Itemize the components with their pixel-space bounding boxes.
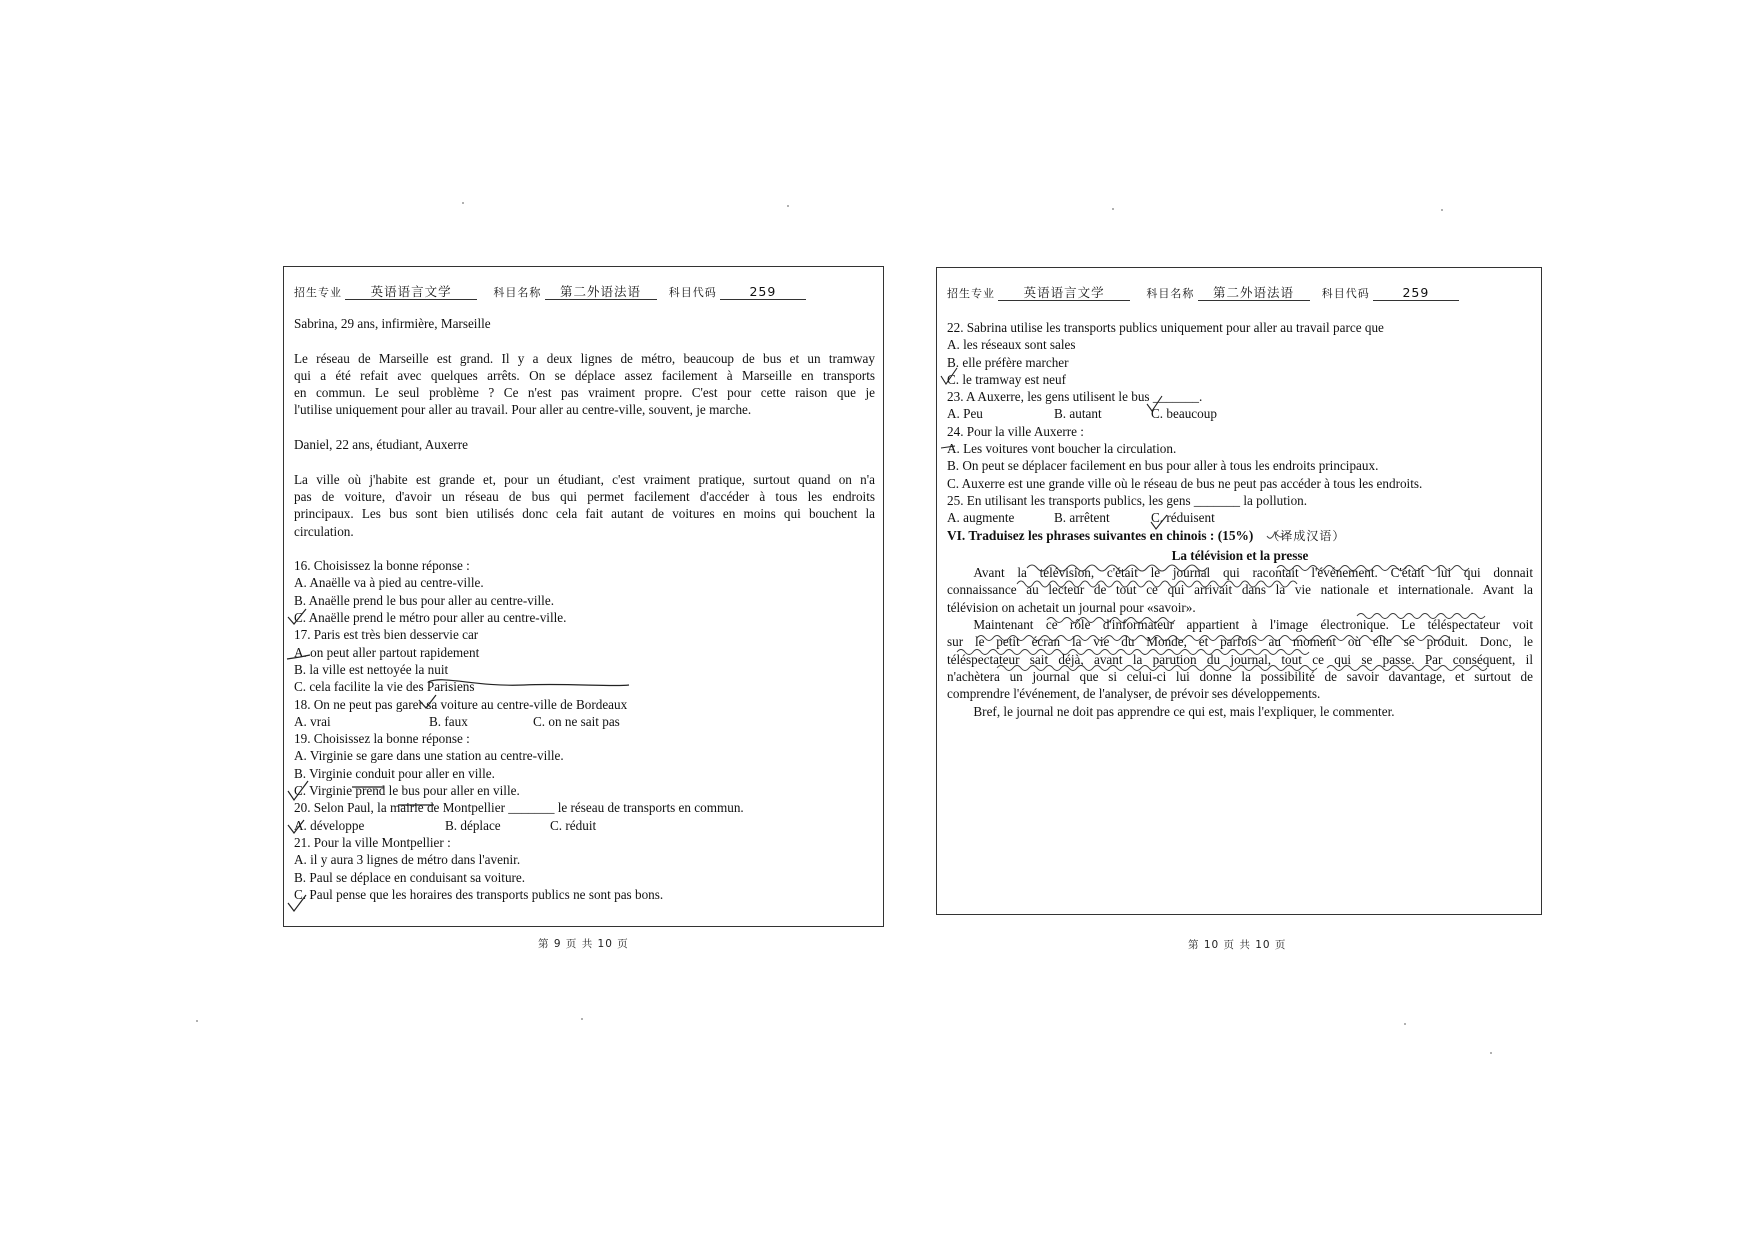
page-header [947,285,1533,305]
section-vi-title [947,527,1533,545]
page-header [294,284,875,304]
q25-option-c: C. réduisent [1151,510,1215,526]
article-title: La télévision et la presse [1171,547,1309,563]
q20-options [294,817,875,834]
paragraph-line: sur le petit écran la vie du Monde, et parfois au moment où elle se produit. Donc, le [947,634,1533,650]
q18-option-a: A. vrai [294,713,331,729]
scan-speck [1404,1023,1406,1025]
section-vi-title-fr: VI. Traduisez les phrases suivantes en chinois : (15%) [947,527,1254,543]
question-20: 20. Selon Paul, la mairie de Montpellier _______ le réseau de transports en commun. [294,800,744,816]
scan-speck [1441,209,1443,211]
code-label: 科目代码 [1321,287,1370,300]
paragraph-line: Maintenant ce rôle d'informateur appartient à l'image électronique. Le téléspectateur voit [973,617,1533,633]
paragraph-line: La ville où j'habite est grande et, pour un étudiant, c'est vraiment pratique, surtout quand on n'a [294,471,875,487]
q25-option-b: B. arrêtent [1054,510,1110,526]
paragraph-line: l'utilise uniquement pour aller au travail. Pour aller au centre-ville, souvent, je marche. [294,402,752,418]
paragraph-line: connaissance au lecteur de tout ce qui arrivait dans la vie nationale et internationale. Avant la [947,582,1533,598]
q19-option-a: A. Virginie se gare dans une station au centre-ville. [294,748,564,764]
major-label: 招生专业 [947,287,995,300]
subject-label: 科目名称 [493,286,542,299]
article-paragraph-2 [947,616,1533,702]
paragraph-line: comprendre l'événement, de l'analyser, de prévoir ses développements. [947,686,1321,702]
question-16: 16. Choisissez la bonne réponse : [294,558,470,574]
code-label: 科目代码 [668,286,717,299]
q17-option-a: A. on peut aller partout rapidement [294,644,480,660]
question-21: 21. Pour la ville Montpellier : [294,834,451,850]
subject-value: 第二外语法语 [1198,285,1310,301]
code-value: 259 [720,284,806,300]
paragraph-line: télévision on achetait un journal pour «savoir». [947,599,1196,615]
subject-label: 科目名称 [1146,287,1195,300]
q23-options [947,405,1533,422]
q23-option-c: C. beaucoup [1151,406,1217,422]
q20-option-c: C. réduit [550,817,597,833]
q22-option-a: A. les réseaux sont sales [947,337,1076,353]
q22-option-c: C. le tramway est neuf [947,371,1067,387]
exam-page-10 [936,267,1542,915]
scan-speck [1490,1052,1492,1054]
q24-option-a: A. Les voitures vont boucher la circulation. [947,441,1177,457]
article-paragraph-3: Bref, le journal ne doit pas apprendre ce qui est, mais l'expliquer, le commenter. [973,703,1395,719]
question-25: 25. En utilisant les transports publics, les gens _______ la pollution. [947,492,1308,508]
exam-page-9 [283,266,884,927]
q25-option-a: A. augmente [947,510,1015,526]
q23-option-b: B. autant [1054,406,1102,422]
question-18: 18. On ne peut pas garer sa voiture au centre-ville de Bordeaux [294,696,628,712]
paragraph-sabrina [294,350,875,419]
page-9-footer: 第 9 页 共 10 页 [538,938,629,950]
q16-option-a: A. Anaëlle va à pied au centre-ville. [294,575,484,591]
paragraph-line: qui a été refait avec quelques arrêts. On se déplace assez facilement à Marseille en transports [294,367,875,383]
scan-speck [787,205,789,207]
paragraph-line: en commun. Le seul problème ? Ce n'est pas vraiment propre. C'est pour cette raison que je [294,385,875,401]
paragraph-line: Le réseau de Marseille est grand. Il y a deux lignes de métro, beaucoup de bus et un tramway [294,350,875,366]
article-paragraph-1 [947,564,1533,616]
q24-option-c: C. Auxerre est une grande ville où le réseau de bus ne peut pas accéder à tous les endroits. [947,475,1423,491]
scan-speck [196,1020,198,1022]
scan-speck [462,202,464,204]
question-22: 22. Sabrina utilise les transports publics uniquement pour aller au travail parce que [947,320,1384,335]
q17-option-c: C. cela facilite la vie des Parisiens [294,679,475,695]
subject-value: 第二外语法语 [545,284,657,300]
question-17: 17. Paris est très bien desservie car [294,627,479,643]
q20-option-b: B. déplace [445,817,501,833]
q18-options [294,713,875,730]
q19-option-c: C. Virginie prend le bus pour aller en ville. [294,783,520,799]
major-value: 英语语言文学 [345,284,477,300]
paragraph-daniel [294,471,875,540]
paragraph-line: pas de voiture, d'avoir un réseau de bus qui permet facilement d'accéder à tous les endroits [294,488,875,504]
question-24: 24. Pour la ville Auxerre : [947,423,1084,439]
page-10-content [947,319,1533,720]
q18-option-c: C. on ne sait pas [533,713,620,729]
q21-option-b: B. Paul se déplace en conduisant sa voiture. [294,869,526,885]
page-10-footer: 第 10 页 共 10 页 [1188,939,1287,951]
paragraph-line: circulation. [294,523,354,539]
paragraph-line: Avant la télévision, c'était le journal qui racontait l'événement. C'était lui qui donnait [973,565,1533,581]
q23-option-a: A. Peu [947,406,983,422]
q17-option-b: B. la ville est nettoyée la nuit [294,661,449,677]
q19-option-b: B. Virginie conduit pour aller en ville. [294,765,495,781]
question-19: 19. Choisissez la bonne réponse : [294,731,470,747]
q24-option-b: B. On peut se déplacer facilement en bus pour aller à tous les endroits principaux. [947,458,1379,474]
q16-option-b: B. Anaëlle prend le bus pour aller au centre-ville. [294,592,554,608]
major-value: 英语语言文学 [998,285,1130,301]
q21-option-c: C. Paul pense que les horaires des transports publics ne sont pas bons. [294,886,664,902]
q21-option-a: A. il y aura 3 lignes de métro dans l'avenir. [294,852,521,868]
major-label: 招生专业 [294,286,342,299]
intro-daniel: Daniel, 22 ans, étudiant, Auxerre [294,437,468,453]
intro-sabrina: Sabrina, 29 ans, infirmière, Marseille [294,316,491,331]
scan-speck [581,1018,583,1020]
paragraph-line: téléspectateur sait déjà, avant la parution du journal, tout ce qui se passe. Par conséquent, il [947,651,1533,667]
q18-option-b: B. faux [429,713,468,729]
section-vi-title-cn: （译成汉语） [1267,528,1346,543]
page-9-content [294,315,875,903]
scan-speck [1112,208,1114,210]
paragraph-line: principaux. Les bus sont bien utilisés donc cela fait autant de voitures en moins qui bouchent la [294,506,875,522]
question-23: 23. A Auxerre, les gens utilisent le bus _______. [947,389,1203,405]
code-value: 259 [1373,285,1459,301]
q16-option-c: C. Anaëlle prend le métro pour aller au centre-ville. [294,610,567,626]
q22-option-b: B. elle préfère marcher [947,354,1069,370]
paragraph-line: n'achètera un journal que si celui-ci lui donne la possibilité de savoir davantage, et surtout de [947,668,1533,684]
q20-option-a: A. développe [294,817,365,833]
q25-options [947,509,1533,526]
